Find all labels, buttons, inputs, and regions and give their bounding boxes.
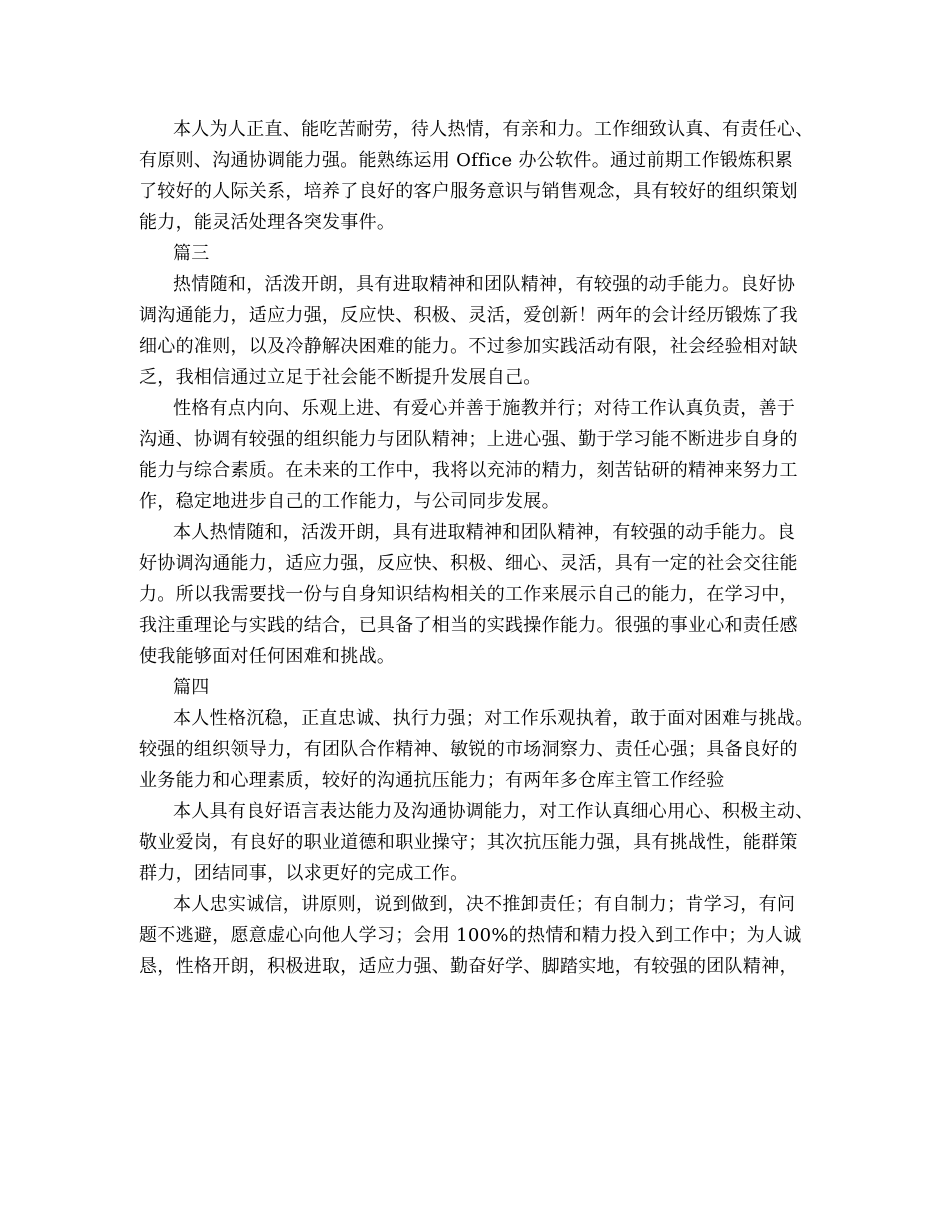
paragraph-4c <box>139 889 811 982</box>
section-heading-3 <box>139 238 811 269</box>
paragraph-intro <box>139 114 814 238</box>
text-line: 本人热情随和，活泼开朗，具有进取精神和团队精神，有较强的动手能力。良 <box>173 522 796 543</box>
text-line: 好协调沟通能力，适应力强，反应快、积极、细心、灵活，具有一定的社会交往能 <box>139 553 798 574</box>
paragraph-4b <box>139 796 814 889</box>
paragraph-4a <box>139 703 814 796</box>
text-line: 力。所以我需要找一份与自身知识结构相关的工作来展示自己的能力，在学习中， <box>139 584 798 605</box>
text-line: 有原则、沟通协调能力强。能熟练运用 Office 办公软件。通过前期工作锻炼积累 <box>139 150 794 171</box>
text-line: 我注重理论与实践的结合，已具备了相当的实践操作能力。很强的事业心和责任感 <box>139 615 798 636</box>
text-line: 细心的准则，以及冷静解决困难的能力。不过参加实践活动有限，社会经验相对缺 <box>139 336 798 357</box>
text-line: 能力与综合素质。在未来的工作中，我将以充沛的精力，刻苦钻研的精神来努力工 <box>139 460 798 481</box>
text-line: 业务能力和心理素质，较好的沟通抗压能力；有两年多仓库主管工作经验 <box>139 770 725 791</box>
text-line: 恳，性格开朗，积极进取，适应力强、勤奋好学、脚踏实地，有较强的团队精神， <box>139 956 798 977</box>
text-line: 乏，我相信通过立足于社会能不断提升发展自己。 <box>139 367 542 388</box>
text-line: 本人具有良好语言表达能力及沟通协调能力，对工作认真细心用心、积极主动、 <box>173 801 814 822</box>
paragraph-3c <box>139 517 811 672</box>
text-line: 能力，能灵活处理各突发事件。 <box>139 212 396 233</box>
text-line: 了较好的人际关系，培养了良好的客户服务意识与销售观念，具有较好的组织策划 <box>139 181 798 202</box>
text-line: 热情随和，活泼开朗，具有进取精神和团队精神，有较强的动手能力。良好协 <box>173 274 796 295</box>
section-heading: 篇三 <box>173 243 210 264</box>
text-line: 题不逃避，愿意虚心向他人学习；会用 100%的热情和精力投入到工作中；为人诚 <box>139 925 802 946</box>
text-line: 敬业爱岗，有良好的职业道德和职业操守；其次抗压能力强，具有挑战性，能群策 <box>139 832 798 853</box>
text-line: 调沟通能力，适应力强，反应快、积极、灵活，爱创新！两年的会计经历锻炼了我 <box>139 305 798 326</box>
text-line: 较强的组织领导力，有团队合作精神、敏锐的市场洞察力、责任心强；具备良好的 <box>139 739 798 760</box>
text-line: 本人为人正直、能吃苦耐劳，待人热情，有亲和力。工作细致认真、有责任心、 <box>173 119 814 140</box>
section-heading-4 <box>139 672 811 703</box>
paragraph-3b <box>139 393 811 517</box>
text-line: 沟通、协调有较强的组织能力与团队精神；上进心强、勤于学习能不断进步自身的 <box>139 429 798 450</box>
text-line: 作，稳定地进步自己的工作能力，与公司同步发展。 <box>139 491 560 512</box>
text-line: 本人性格沉稳，正直忠诚、执行力强；对工作乐观执着，敢于面对困难与挑战。 <box>173 708 814 729</box>
document-body <box>139 114 814 982</box>
text-line: 群力，团结同事，以求更好的完成工作。 <box>139 863 469 884</box>
text-line: 使我能够面对任何困难和挑战。 <box>139 646 396 667</box>
text-line: 本人忠实诚信，讲原则，说到做到，决不推卸责任；有自制力；肯学习，有问 <box>173 894 796 915</box>
paragraph-3a <box>139 269 811 393</box>
section-heading: 篇四 <box>173 677 210 698</box>
text-line: 性格有点内向、乐观上进、有爱心并善于施教并行；对待工作认真负责，善于 <box>173 398 796 419</box>
